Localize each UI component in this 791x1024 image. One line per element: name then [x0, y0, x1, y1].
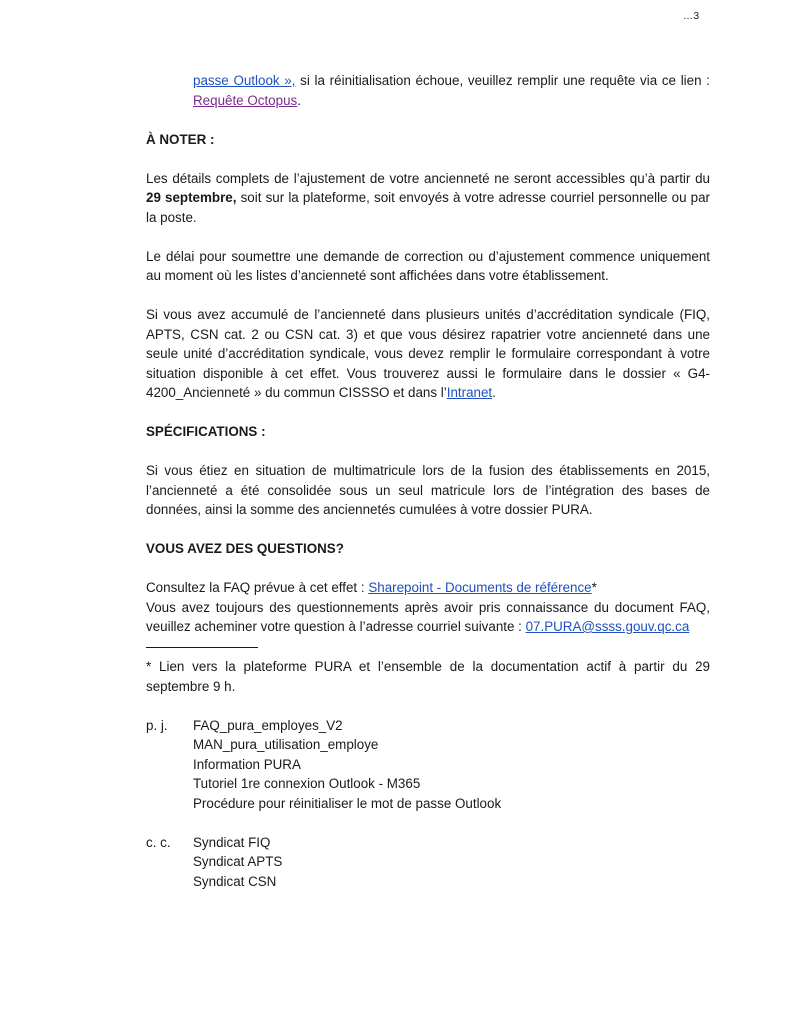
- list-item: FAQ_pura_employes_V2: [193, 717, 343, 733]
- note-paragraph-2: Le délai pour soumettre une demande de correction ou d’ajustement commence uniquement au moment où les listes d’ancienneté sont affichées dans votre établissement.: [146, 248, 710, 283]
- cc-label: c. c.: [146, 834, 171, 850]
- intro-paragraph: passe Outlook », si la réinitialisation échoue, veuillez remplir une requête via ce lien : Requête Octopus.: [193, 73, 710, 108]
- cc-section: [146, 833, 710, 892]
- questions-line-1: Consultez la FAQ prévue à cet effet : Sharepoint - Documents de référence*: [146, 580, 597, 595]
- list-item: Syndicat FIQ: [193, 834, 271, 850]
- document-body: [146, 71, 710, 891]
- list-item: MAN_pura_utilisation_employe: [193, 737, 379, 752]
- list-item: Syndicat CSN: [193, 873, 277, 889]
- sharepoint-link[interactable]: Sharepoint - Documents de référence: [368, 580, 592, 595]
- specs-paragraph: Si vous étiez en situation de multimatricule lors de la fusion des établissements en 2015, l’ancienneté a été consolidée sous un seul matricule lors de l’intégration des bases de données, ainsi la somme des anciennetés cumulées à votre dossier PURA.: [146, 463, 710, 517]
- intro-text: si la réinitialisation échoue, veuillez remplir une requête via ce lien :: [295, 73, 710, 88]
- attachments-label: p. j.: [146, 717, 168, 733]
- list-item: Syndicat APTS: [193, 854, 283, 869]
- octopus-request-link[interactable]: Requête Octopus: [193, 92, 298, 108]
- outlook-password-link[interactable]: passe Outlook »,: [193, 73, 296, 88]
- questions-heading: VOUS AVEZ DES QUESTIONS?: [146, 541, 344, 556]
- list-item: Tutoriel 1re connexion Outlook - M365: [193, 776, 421, 791]
- attachments-section: [146, 716, 710, 814]
- note-paragraph-1: Les détails complets de l’ajustement de votre ancienneté ne seront accessibles qu’à partir du 29 septembre, soit sur la plateforme, soit envoyés à votre adresse courriel personnelle ou par la poste.: [146, 170, 711, 225]
- page-number: …3: [683, 11, 700, 22]
- specs-heading: SPÉCIFICATIONS :: [146, 424, 266, 439]
- footnote-separator: [146, 637, 258, 648]
- note-paragraph-3: Si vous avez accumulé de l’ancienneté dans plusieurs unités d’accréditation syndicale (FIQ, APTS, CSN cat. 2 ou CSN cat. 3) et que vous désirez rapatrier votre ancienneté dans une seule unité d’accréditation syndicale, vous devez remplir le formulaire correspondant à votre situation disponible à cet effet. Vous trouverez aussi le formulaire dans le dossier « G4-4200_Ancienneté » du commun CISSSO et dans l’Intranet.: [146, 307, 710, 400]
- list-item: Procédure pour réinitialiser le mot de passe Outlook: [193, 795, 502, 811]
- attachments-list: [193, 716, 501, 814]
- email-link[interactable]: 07.PURA@ssss.gouv.qc.ca: [525, 619, 690, 634]
- questions-line-2: Vous avez toujours des questionnements après avoir pris connaissance du document FAQ, veuillez acheminer votre question à l’adresse courriel suivante : 07.PURA@ssss.gouv.qc.ca: [146, 599, 710, 634]
- intranet-link[interactable]: Intranet: [446, 385, 493, 400]
- footnote: * Lien vers la plateforme PURA et l’ensemble de la documentation actif à partir du 29 septembre 9 h.: [146, 659, 710, 694]
- list-item: Information PURA: [193, 756, 301, 772]
- note-heading: À NOTER :: [146, 131, 215, 147]
- date-emphasis: 29 septembre,: [146, 190, 237, 205]
- cc-list: [193, 833, 282, 892]
